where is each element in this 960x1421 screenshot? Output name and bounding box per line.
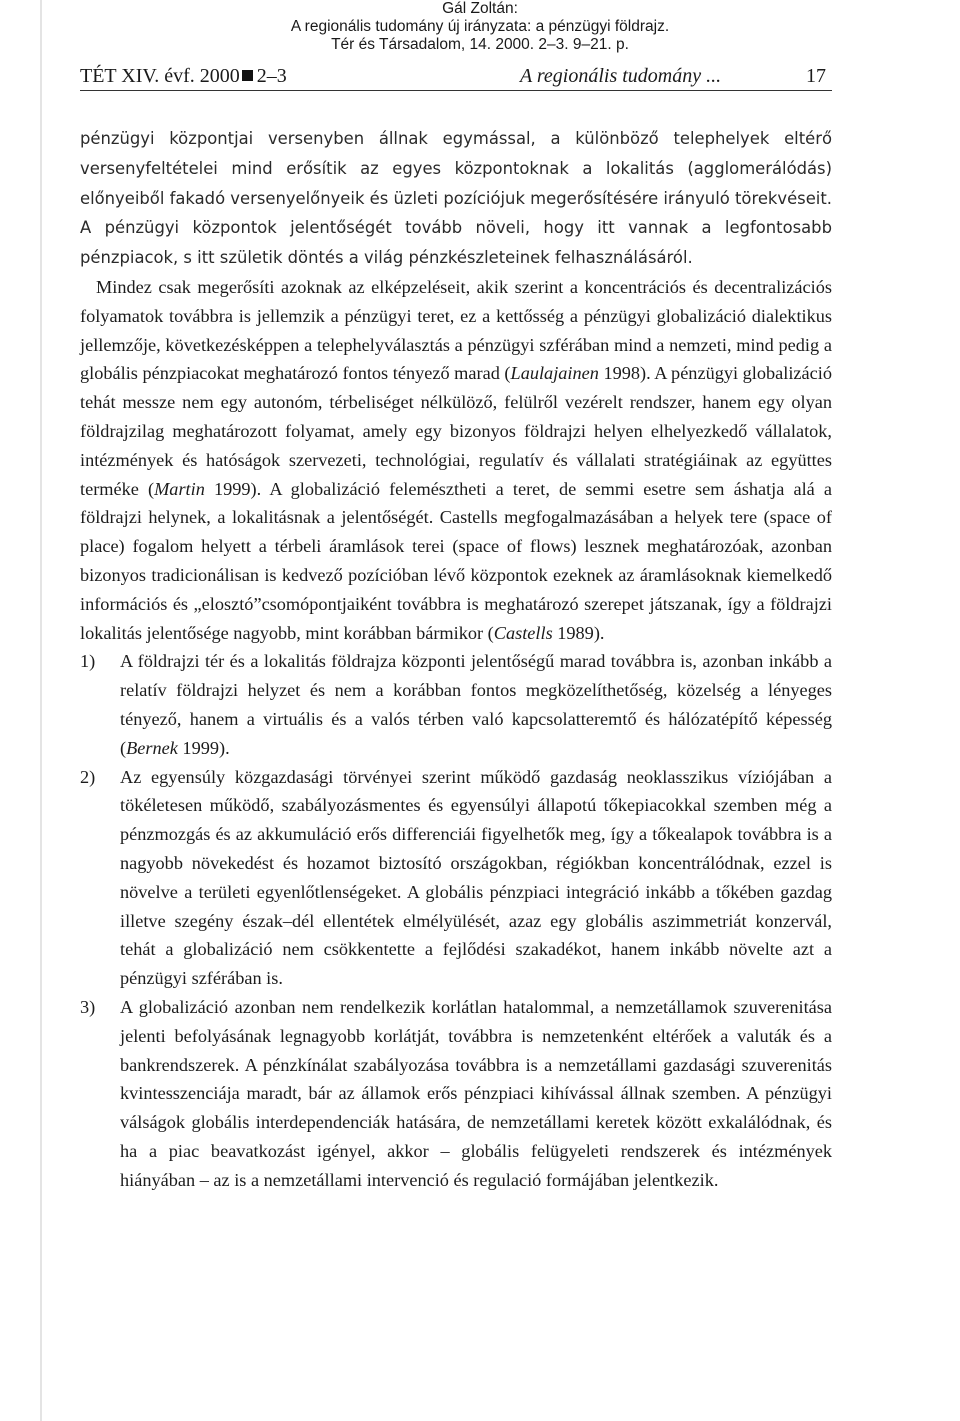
running-head-section: A regionális tudomány ... (520, 65, 722, 87)
list-item-text: A globalizáció azonban nem rendelkezik korlátlan hatalommal, a nemzetállamok szuverenitása jelenti befolyásának legnagyobb korlátját, továbbra is nemzetenként eltérőek a valuták és a bankrendszerek. A pénzkínálat szabályozása továbbra is a nemzetállami gazdasági szuverenitás kvintesszenciája maradt, bár az államok erős pénzpiaci kihívással állnak szemben. A pénzügyi válságok globális interdependenciák hatására, de nemzetállami keretek között exkalálódnak, és ha a piac beavatkozást igényel, akkor – globális felügyeleti rendszerek és intézmények hiányában – az is a nemzetállami intervenció és regulació formájában jelentkezik. (120, 996, 832, 1190)
list-item-3 (80, 993, 832, 1195)
paragraph-2-part-2: 1998). A pénzügyi globalizáció tehát messze nem egy autonóm, térbeliséget nélkülöző, felülről vezérelt rendszer, hanem egy olyan földrajzilag meghatározott folyamat, amely egy bizonyos földrajzi helyen elhelyezkedő vállalatok, intézmények és hatóságok szervezeti, technológiai, regulatív és vállalati stratégiáinak az együttes terméke ( (80, 363, 832, 499)
paragraph-2 (80, 273, 832, 647)
reference-martin: Martin (154, 478, 205, 499)
citation-source: Tér és Társadalom, 14. 2000. 2–3. 9–21. p. (331, 36, 629, 53)
list-item-number: 1) (80, 651, 96, 672)
reference-bernek: Bernek (126, 737, 178, 758)
article-body (80, 124, 832, 1194)
page-number: 17 (806, 65, 826, 87)
citation-header (0, 0, 960, 54)
issue-label: 2–3 (256, 65, 287, 87)
running-head (80, 62, 832, 91)
list-item-number: 3) (80, 996, 96, 1017)
journal-label: TÉT XIV. évf. 2000 (80, 65, 240, 87)
scan-margin-line (40, 0, 42, 1421)
list-item-1 (80, 647, 832, 762)
reference-laulajainen: Laulajainen (510, 363, 599, 384)
paragraph-1 (80, 124, 832, 273)
citation-title: A regionális tudomány új irányzata: a pénzügyi földrajz. (290, 18, 670, 35)
running-head-journal (80, 65, 287, 88)
list-item-text: A földrajzi tér és a lokalitás földrajza központi jelentőségű marad továbbra is, azonban inkább a relatív földrajzi helyzet és nem a korábban fontos megközelíthetőség, közelség a lényeges tényező, hanem a virtuális és a valós térben való kapcsolatteremtő és hálózatépítő képesség ( (120, 651, 832, 758)
paragraph-2-part-4: 1989). (552, 622, 605, 643)
paragraph-2-part-1: Mindez csak megerősíti azoknak az elképzeléseit, akik szerint a koncentrációs és decentralizációs folyamatok továbbra is jellemzik a pénzügyi teret, ez a kettősség a pénzügyi globalizáció dialektikus jellemzője, következésképpen a telephelyválasztás a pénzügyi szférában mind a nemzeti, mind pedig a globális pénzpiacokat meghatározó fontos tényező marad ( (80, 276, 832, 384)
list-item-text-end: 1999). (177, 737, 230, 758)
list-item-text: Az egyensúly közgazdasági törvényei szerint működő gazdaság neoklasszikus víziójában a tökéletesen működő, szabályozásmentes és egyensúlyi állapotú tőkepiacokkal szemben még a pénzmozgás és az akkumuláció erős differenciái figyelhetők meg, így a tőkealapok továbbra is a nagyobb növekedést és hozamot biztosító országokban, régiókban koncentrálódnak, ezzel is növelve a területi egyenlőtlenségeket. A globális pénzpiaci integráció inkább a tőkében gazdag illetve szegény észak–dél ellentétek elmélyülését, azaz egy globális aszimmetriát konzervál, tehát a globalizáció nem csökkentette a fejlődési szakadékot, hanem inkább növelte azt a pénzügyi szférában is. (120, 766, 832, 989)
paragraph-1-text: pénzügyi központjai versenyben állnak egymással, a különböző telephelyek eltérő versenyfeltételei mind erősítik az egyes központoknak a lokalitás (agglomerálódás) előnyeiből fakadó versenyelőnyeik és üzleti pozíciójuk megerősítésére irányuló törekvéseit. A pénzügyi központok jelentőségét tovább növeli, hogy itt vannak a legfontosabb pénzpiacok, s itt születik döntés a világ pénzkészleteinek felhasználásáról. (80, 129, 832, 268)
list-item-2 (80, 763, 832, 993)
reference-castells: Castells (493, 622, 553, 643)
citation-author: Gál Zoltán: (442, 0, 518, 17)
list-item-number: 2) (80, 766, 96, 787)
square-bullet-icon (242, 70, 253, 81)
paragraph-2-part-3: 1999). A globalizáció felemésztheti a teret, de semmi esetre sem áshatja alá a földrajzi helynek, a lokalitásnak a jelentőségét. Castells megfogalmazásában a helyek tere (space of place) fogalom helyett a térbeli áramlások terei (space of flows) lesznek meghatározóak, azonban bizonyos tradicionálisan is kedvező pozícióban lévő központok ezeknek az áramlásoknak kiemelkedő információs és „elosztó”csomópontjaiként továbbra is meghatározó szerepet játszanak, így a földrajzi lokalitás jelentősége nagyobb, mint korábban bármikor ( (80, 478, 832, 643)
